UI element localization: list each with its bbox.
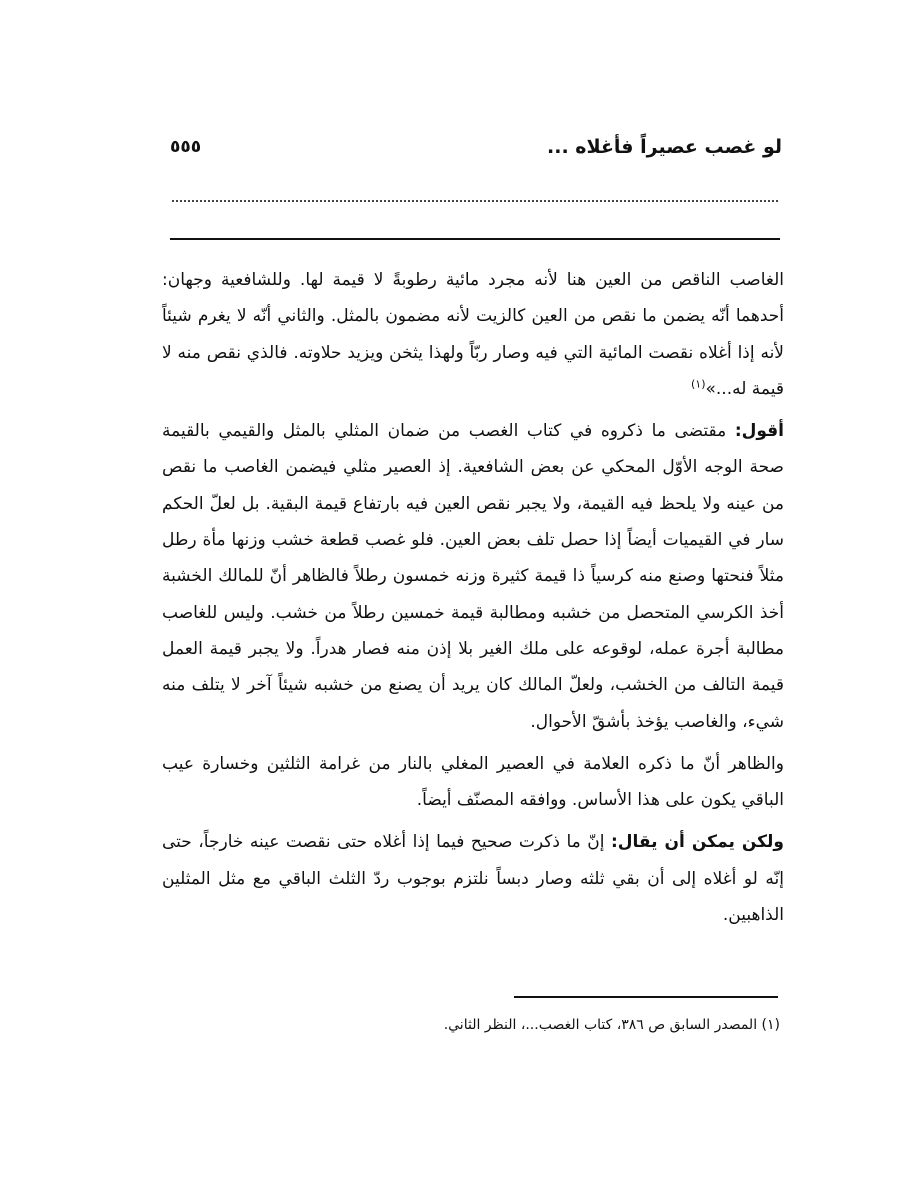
running-title: لو غصب عصيراً فأغلاه ... bbox=[547, 136, 782, 158]
page-number: ٥٥٥ bbox=[170, 137, 202, 157]
paragraph-2-text: مقتضى ما ذكروه في كتاب الغصب من ضمان المثلي بالمثل والقيمي بالقيمة صحة الوجه الأوّل المحكي عن بعض الشافعية. إذ العصير مثلي فيضمن الغاصب ما نقص من عينه ولا يلحظ فيه القيمة، ولا يجبر نقص العين فيه بارتفاع قيمة البقية. بل لعلّ الحكم سار في القيميات أيضاً إذا حصل تلف بعض العين. فلو غصب قطعة خشب وزنها مأة رطل مثلاً فنحتها وصنع منه كرسياً ذا قيمة كثيرة وزنه خمسون رطلاً فالظاهر أنّ للمالك الخشبة أخذ الكرسي المتحصل من خشبه ومطالبة قيمة خمسين رطلاً من خشب. وليس للغاصب مطالبة أجرة عمله، لوقوعه على ملك الغير بلا إذن منه فصار هدراً. ولا يجبر قيمة العمل قيمة التالف من الخشب، ولعلّ المالك كان يريد أن يصنع من خشبه شيئاً آخر لا يتلف منه شيء، والغاصب يؤخذ بأشقّ الأحوال. bbox=[162, 421, 784, 732]
paragraph-1-text: الغاصب الناقص من العين هنا لأنه مجرد مائية رطوبةً لا قيمة لها. وللشافعية وجهان: أحدهما أنّه يضمن ما نقص من العين كالزيت لأنه مضمون بالمثل. والثاني أنّه لا يغرم شيئاً لأنه إذا أغلاه نقصت المائية التي فيه وصار ربّاً ولهذا يثخن ويزيد حلاوته. فالذي نقص منه لا قيمة له...» bbox=[162, 270, 784, 399]
header-rule bbox=[170, 238, 780, 240]
paragraph-2 bbox=[162, 413, 784, 740]
footnote-separator bbox=[514, 996, 778, 998]
paragraph-4-text: إنّ ما ذكرت صحيح فيما إذا أغلاه حتى نقصت عينه خارجاً، حتى إنّه لو أغلاه إلى أن بقي ثلثه وصار دبساً نلتزم بوجوب ردّ الثلث الباقي مع مثل المثلين الذاهبين. bbox=[162, 832, 784, 926]
paragraph-2-lead: أقول: bbox=[734, 421, 784, 442]
paragraph-3-text: والظاهر أنّ ما ذكره العلامة في العصير المغلي بالنار من غرامة الثلثين وخسارة عيب الباقي يكون على هذا الأساس. ووافقه المصنّف أيضاً. bbox=[162, 753, 784, 811]
dotted-separator bbox=[172, 200, 778, 202]
footnote: (١) المصدر السابق ص ٣٨٦، كتاب الغصب...، النظر الثاني. bbox=[443, 1017, 780, 1033]
paragraph-4 bbox=[162, 824, 784, 933]
paragraph-3 bbox=[162, 746, 784, 819]
body-text bbox=[162, 262, 784, 939]
paragraph-4-lead: ولكن يمكن أن يقال: bbox=[610, 832, 784, 853]
paragraph-1 bbox=[162, 262, 784, 407]
footnote-reference: (١) bbox=[690, 377, 706, 391]
page-header bbox=[170, 130, 782, 164]
